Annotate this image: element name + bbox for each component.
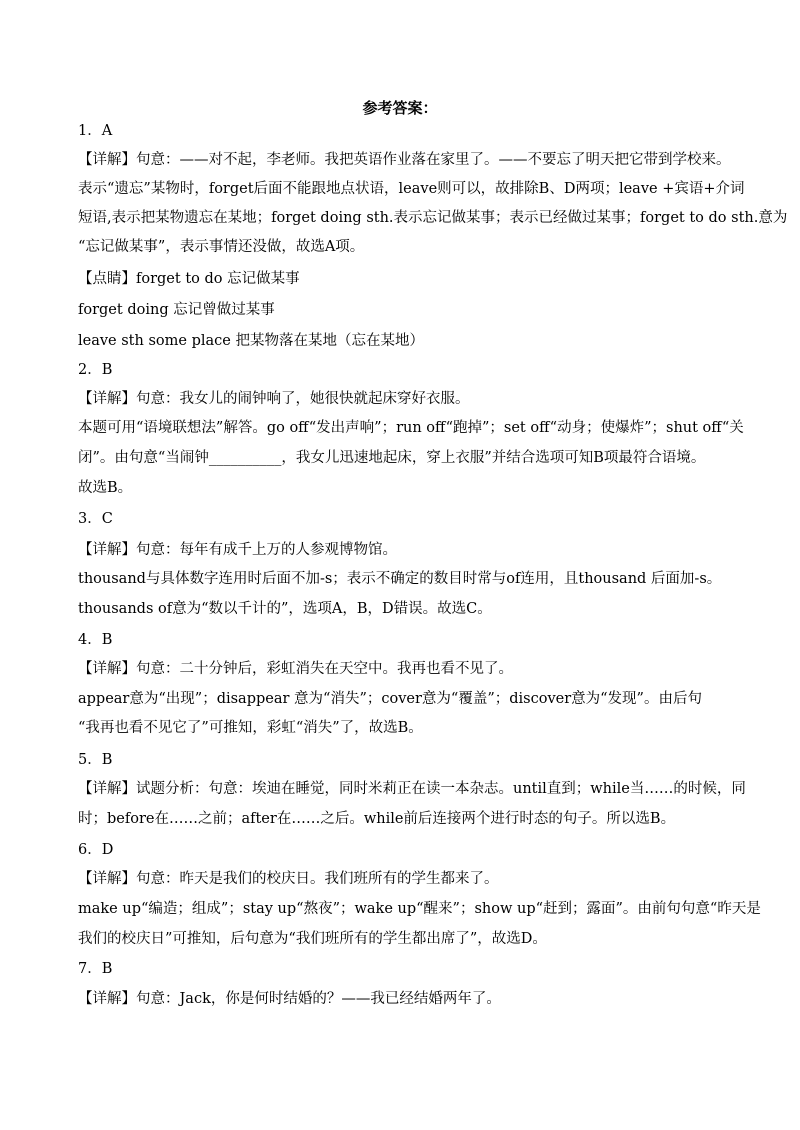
answer-number-3: 3．C bbox=[78, 511, 113, 527]
answer-key-title: 参考答案： bbox=[362, 99, 438, 117]
explanation-line: thousand与具体数字连用时后面不加-s；表示不确定的数目时常与of连用，且thousand 后面加-s。 bbox=[78, 571, 722, 587]
explanation-line: 时；before在……之前；after在……之后。while前后连接两个进行时态的句子。所以选B。 bbox=[78, 811, 676, 827]
explanation-line: 【详解】试题分析：句意：埃迪在睡觉，同时米莉正在读一本杂志。until直到；while当……的时候，同 bbox=[78, 781, 746, 797]
answer-number-1: 1．A bbox=[78, 123, 113, 139]
explanation-line: 短语,表示把某物遗忘在某地；forget doing sth.表示忘记做某事；表示已经做过某事；forget to do sth.意为 bbox=[78, 210, 788, 226]
explanation-line: 【详解】句意：我女儿的闹钟响了，她很快就起床穿好衣服。 bbox=[78, 391, 470, 407]
explanation-line: make up“编造；组成”；stay up“熬夜”；wake up“醒来”；show up“赶到；露面”。由前句句意“昨天是 bbox=[78, 901, 761, 917]
explanation-line: 【详解】句意：昨天是我们的校庆日。我们班所有的学生都来了。 bbox=[78, 871, 499, 887]
explanation-line: 本题可用“语境联想法”解答。go off“发出声响”；run off“跑掉”；set off“动身；使爆炸”；shut off“关 bbox=[78, 420, 744, 436]
explanation-line: appear意为“出现”；disappear 意为“消失”；cover意为“覆盖”；discover意为“发现”。由后句 bbox=[78, 691, 702, 707]
tip-line: 【点睛】forget to do 忘记做某事 bbox=[78, 271, 300, 287]
explanation-line: 表示“遗忘”某物时，forget后面不能跟地点状语，leave则可以，故排除B、D两项；leave +宾语+介词 bbox=[78, 181, 745, 197]
tip-line: forget doing 忘记曾做过某事 bbox=[78, 302, 275, 318]
explanation-line: 【详解】句意：每年有成千上万的人参观博物馆。 bbox=[78, 542, 397, 558]
explanation-line: 闭”。由句意“当闹钟__________，我女儿迅速地起床，穿上衣服”并结合选项可知B项最符合语境。 bbox=[78, 450, 706, 466]
explanation-line: thousands of意为“数以千计的”，选项A，B，D错误。故选C。 bbox=[78, 601, 492, 617]
answer-number-2: 2．B bbox=[78, 362, 113, 378]
answer-number-6: 6．D bbox=[78, 842, 114, 858]
explanation-line: 【详解】句意：Jack，你是何时结婚的？——我已经结婚两年了。 bbox=[78, 991, 501, 1007]
answer-number-5: 5．B bbox=[78, 752, 113, 768]
answer-number-4: 4．B bbox=[78, 632, 113, 648]
explanation-line: “忘记做某事”，表示事情还没做，故选A项。 bbox=[78, 239, 365, 255]
explanation-line: 【详解】句意：二十分钟后，彩虹消失在天空中。我再也看不见了。 bbox=[78, 661, 513, 677]
explanation-line: 故选B。 bbox=[78, 480, 133, 496]
tip-line: leave sth some place 把某物落在某地（忘在某地） bbox=[78, 333, 424, 349]
explanation-line: “我再也看不见它了”可推知，彩虹“消失”了，故选B。 bbox=[78, 720, 423, 736]
explanation-line: 我们的校庆日”可推知，后句意为“我们班所有的学生都出席了”，故选D。 bbox=[78, 931, 547, 947]
answer-number-7: 7．B bbox=[78, 961, 113, 977]
explanation-line: 【详解】句意：——对不起，李老师。我把英语作业落在家里了。——不要忘了明天把它带到学校来。 bbox=[78, 152, 731, 168]
